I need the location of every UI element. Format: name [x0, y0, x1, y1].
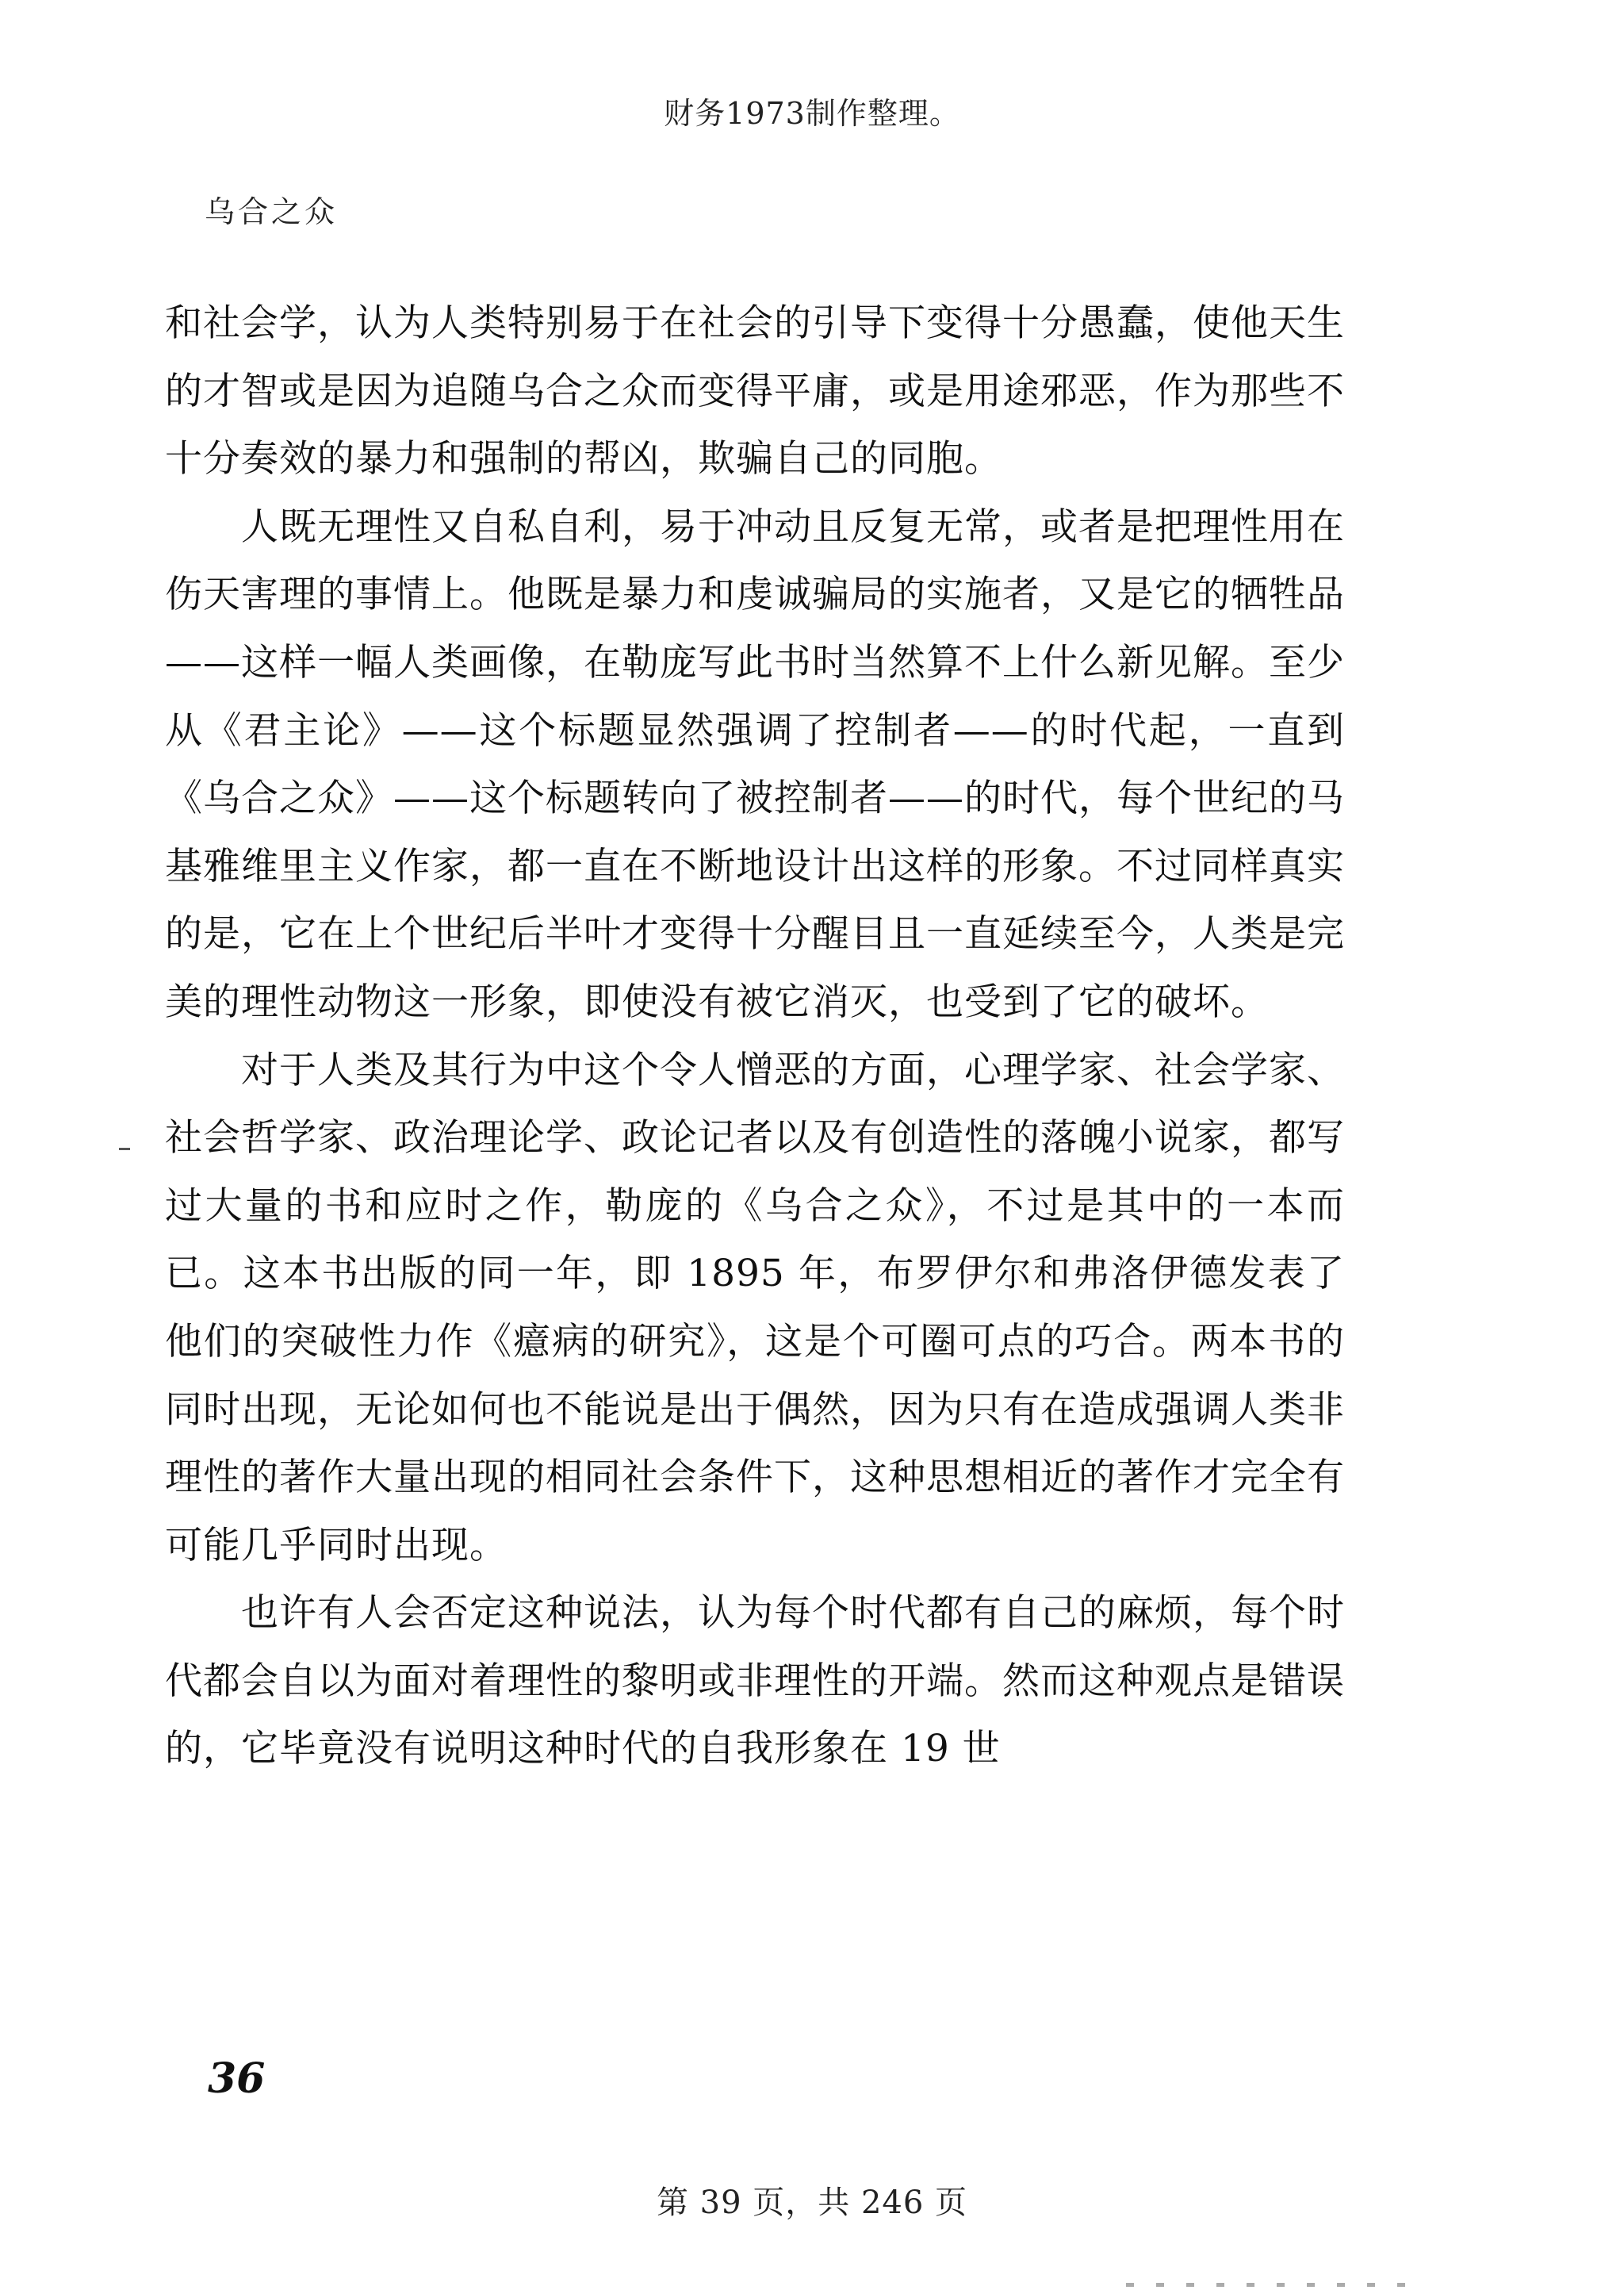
margin-mark	[119, 1148, 130, 1150]
paragraph: 对于人类及其行为中这个令人憎恶的方面，心理学家、社会学家、社会哲学家、政治理论学、政论记者以及有创造性的落魄小说家，都写过大量的书和应时之作，勒庞的《乌合之众》，不过是其中的一本而已。这本书出版的同一年，即 1895 年，布罗伊尔和弗洛伊德发表了他们的突破性力作《癔病的研究》，这是个可圈可点的巧合。两本书的同时出现，无论如何也不能说是出于偶然，因为只有在造成强调人类非理性的著作大量出现的相同社会条件下，这种思想相近的著作才完全有可能几乎同时出现。	[165, 1048, 1345, 1567]
page-footer: 第 39 页，共 246 页	[656, 2185, 968, 2221]
paragraph-continued: 和社会学，认为人类特别易于在社会的引导下变得十分愚蠢，使他天生的才智或是因为追随乌合之众而变得平庸，或是用途邪恶，作为那些不十分奏效的暴力和强制的帮凶，欺骗自己的同胞。	[165, 301, 1345, 481]
watermark-text: 财务1973制作整理。	[664, 96, 960, 131]
paragraph: 也许有人会否定这种说法，认为每个时代都有自己的麻烦，每个时代都会自以为面对着理性的黎明或非理性的开端。然而这种观点是错误的，它毕竟没有说明这种时代的自我形象在 19 世	[165, 1591, 1345, 1771]
paragraph: 人既无理性又自私自利，易于冲动且反复无常，或者是把理性用在伤天害理的事情上。他既是暴力和虔诚骗局的实施者，又是它的牺牲品——这样一幅人类画像，在勒庞写此书时当然算不上什么新见解。至少从《君主论》——这个标题显然强调了控制者——的时代起，一直到《乌合之众》——这个标题转向了被控制者——的时代，每个世纪的马基雅维里主义作家，都一直在不断地设计出这样的形象。不过同样真实的是，它在上个世纪后半叶才变得十分醒目且一直延续至今，人类是完美的理性动物这一形象，即使没有被它消灭，也受到了它的破坏。	[165, 504, 1345, 1024]
page-number: 36	[208, 2054, 266, 2103]
body-text	[165, 290, 1345, 1783]
running-head: 乌合之众	[205, 194, 339, 229]
scan-artifact	[1126, 2283, 1411, 2287]
